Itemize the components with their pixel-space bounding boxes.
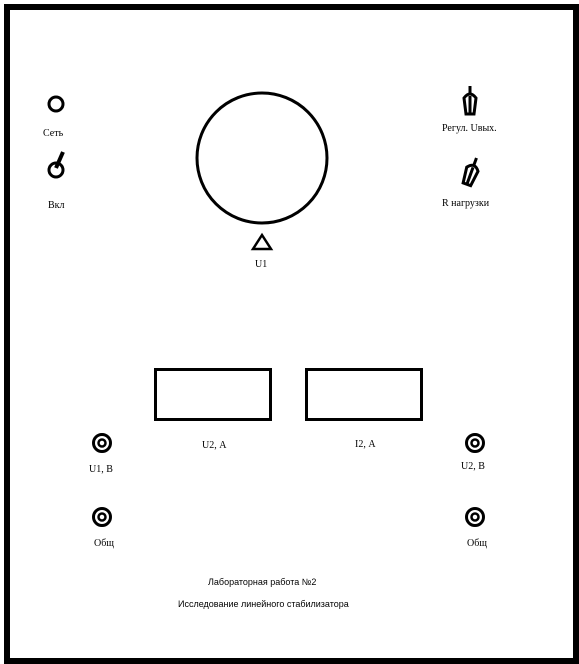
u2-jack-label: U2, В (461, 461, 485, 472)
power-indicator-label: Сеть (43, 128, 64, 139)
lab-work-subtitle: Исследование линейного стабилизатора (178, 599, 349, 609)
power-toggle-switch[interactable] (44, 148, 70, 180)
common-left-jack[interactable] (91, 506, 113, 528)
load-resistance-knob[interactable] (458, 155, 484, 191)
common-right-jack[interactable] (464, 506, 486, 528)
u2-display (154, 368, 272, 421)
u1-jack-label: U1, В (89, 464, 113, 475)
u1-meter (192, 90, 332, 230)
u2-jack[interactable] (464, 432, 486, 454)
load-resistance-label: R нагрузки (442, 198, 490, 209)
u1-jack[interactable] (91, 432, 113, 454)
u1-meter-label: U1 (255, 259, 268, 270)
voltage-regulation-knob[interactable] (458, 84, 482, 120)
voltage-regulation-label: Регул. Uвых. (442, 123, 497, 134)
common-left-jack-label: Общ (94, 538, 115, 549)
power-indicator-lamp (46, 94, 66, 114)
triangle-marker-icon (250, 232, 274, 252)
u2-display-label: U2, А (202, 440, 227, 451)
common-right-jack-label: Общ (467, 538, 488, 549)
i2-display-label: I2, А (355, 439, 376, 450)
i2-display (305, 368, 423, 421)
power-switch-label: Вкл (48, 200, 65, 211)
lab-work-title: Лабораторная работа №2 (208, 577, 317, 587)
